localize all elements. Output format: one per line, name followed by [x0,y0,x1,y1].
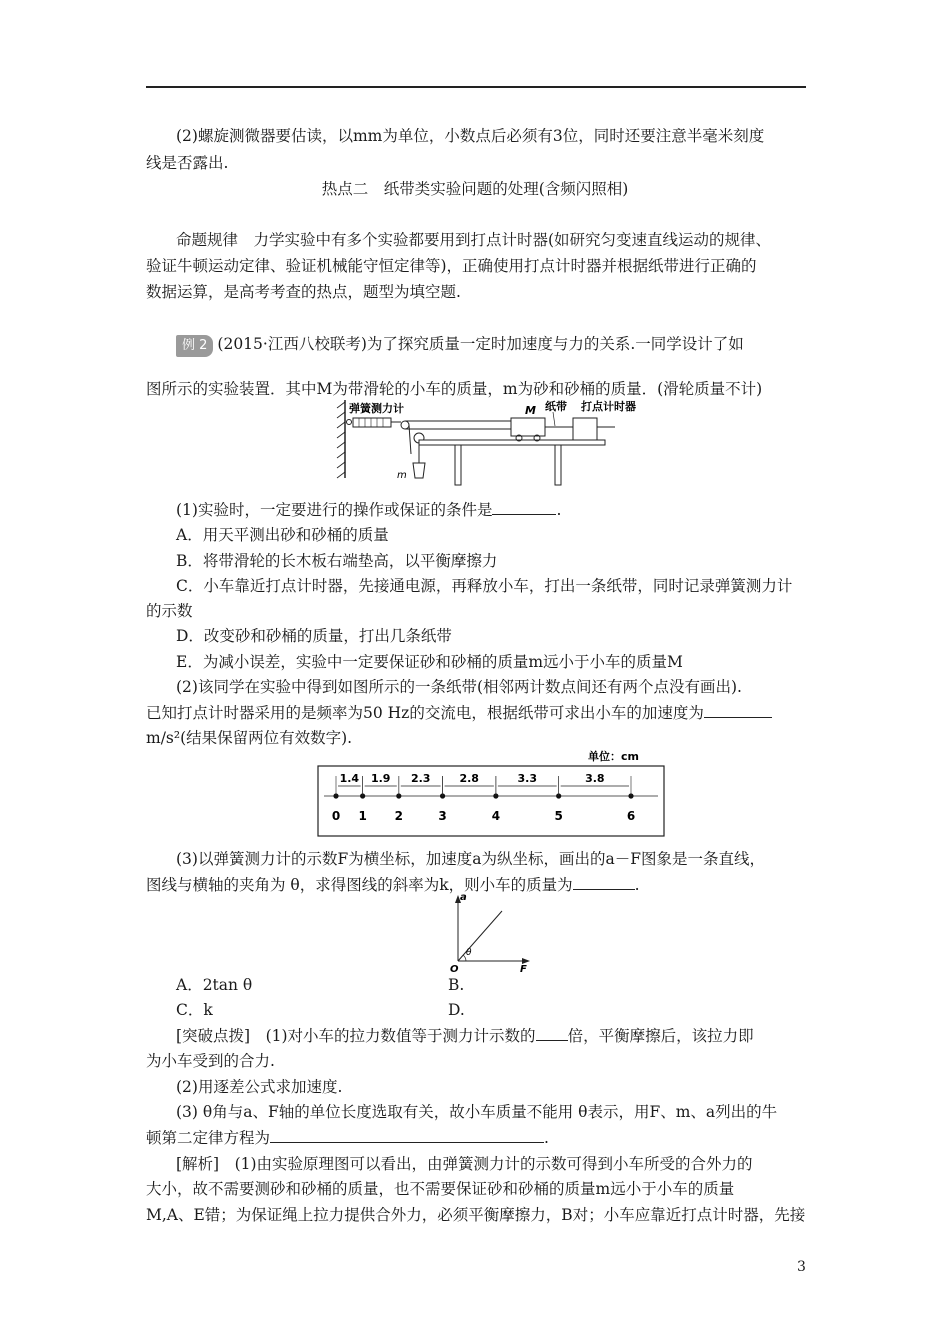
hint-blank-1 [536,1026,568,1041]
tape-unit: 单位：cm [588,750,639,763]
option-B: B．将带滑轮的长木板右端垫高，以平衡摩擦力 [176,552,498,570]
q2-line2 [146,703,772,723]
graph-O: O [450,964,459,975]
option3-B: B. [448,976,465,994]
example-line1 [176,334,744,357]
q2-text: 已知打点计时器采用的是频率为50 Hz的交流电，根据纸带可求出小车的加速度为 [146,704,704,722]
q3-blank [573,875,635,890]
label-timer: 打点计时器 [581,400,636,413]
paragraph-screw-line1: (2)螺旋测微器要估读，以mm为单位，小数点后必须有3位，同时还要注意半毫米刻度 [176,127,765,145]
header-rule [146,86,806,88]
tape-point-label: 4 [491,809,501,823]
option3-C: C．k [176,1001,213,1019]
hint-text-2: 倍，平衡摩擦后，该拉力即 [567,1027,754,1045]
graph-F: F [520,964,527,975]
tape-gap-label: 3.8 [585,772,605,785]
analysis-line2: 大小，故不需要测砂和砂桶的质量，也不需要保证砂和砂桶的质量m远小于小车的质量 [146,1180,735,1198]
rule-line1: 命题规律 力学实验中有多个实验都要用到打点计时器(如研究匀变速直线运动的规律、 [176,231,772,249]
hint-line3: (2)用逐差公式求加速度. [176,1078,343,1096]
af-graph [446,891,536,973]
q1-line: (1)实验时，一定要进行的操作或保证的条件是 . [176,501,562,519]
hint-line1 [176,1026,754,1046]
q3-text: 图线与横轴的夹角为 θ，求得图线的斜率为k，则小车的质量为 [146,876,573,894]
tape-point-label: 3 [438,809,447,823]
rule-line3: 数据运算，是高考考查的热点，题型为填空题. [146,283,461,301]
section-heading: 热点二 纸带类实验问题的处理(含频闪照相) [321,180,629,198]
q2-line3: m/s²(结果保留两位有效数字). [146,729,353,747]
tape-point-label: 2 [394,809,403,823]
q2-line1: (2)该同学在实验中得到如图所示的一条纸带(相邻两计数点间还有两个点没有画出). [176,678,742,696]
example-text-1: (2015·江西八校联考)为了探究质量一定时加速度与力的关系.一同学设计了如 [217,335,744,353]
q3-line2: 图线与横轴的夹角为 θ，求得图线的斜率为k，则小车的质量为 . [146,876,640,894]
option-C-cont: 的示数 [146,602,193,620]
tape-point-label: 6 [626,809,636,823]
hint-text-5: 顿第二定律方程为 [146,1129,271,1147]
q1-blank [492,500,556,515]
page-number: 3 [797,1259,806,1275]
tape-gap-label: 3.3 [517,772,538,785]
tape-point-label: 0 [331,809,341,823]
hint-line4: (3) θ角与a、F轴的单位长度选取有关，故小车质量不能用 θ表示，用F、m、a列出的牛 [176,1103,778,1121]
example-line2: 图所示的实验装置．其中M为带滑轮的小车的质量，m为砂和砂桶的质量．(滑轮质量不计) [146,380,763,398]
option-A: A．用天平测出砂和砂桶的质量 [176,526,389,544]
q2-blank [704,703,772,718]
tape-point-label: 5 [554,809,563,823]
tape-gap-label: 1.4 [339,772,360,785]
tape-figure [318,750,668,840]
q1-text: (1)实验时，一定要进行的操作或保证的条件是 [176,501,493,519]
rule-line2: 验证牛顿运动定律、验证机械能守恒定律等)，正确使用打点计时器并根据纸带进行正确的 [146,257,757,275]
hint-line5: 顿第二定律方程为 . [146,1129,549,1147]
option-C: C．小车靠近打点计时器，先接通电源，再释放小车，打出一条纸带，同时记录弹簧测力计 [176,577,793,595]
option3-A: A．2tan θ [176,976,253,994]
label-m: m [397,470,407,481]
analysis-line1: [解析] (1)由实验原理图可以看出，由弹簧测力计的示数可得到小车所受的合外力的 [176,1155,753,1173]
hint-blank-2 [270,1128,544,1143]
tape-gap-label: 2.8 [459,772,479,785]
option-E: E．为减小误差，实验中一定要保证砂和砂桶的质量m远小于小车的质量M [176,653,683,671]
label-tape: 纸带 [545,400,567,413]
tape-gap-label: 1.9 [370,772,391,785]
hint-line2: 为小车受到的合力. [146,1052,275,1070]
paragraph-screw-line2: 线是否露出. [146,154,229,172]
graph-a: a [460,892,467,903]
graph-theta: θ [466,948,472,958]
option-D: D．改变砂和砂桶的质量，打出几条纸带 [176,627,452,645]
label-spring-scale: 弹簧测力计 [349,402,404,415]
example-badge: 例 2 [176,335,213,357]
q3-line1: (3)以弹簧测力计的示数F为横坐标，加速度a为纵坐标，画出的a－F图象是一条直线， [176,850,765,868]
tape-point-label: 1 [358,809,367,823]
label-M: M [525,404,536,417]
tape-gap-label: 2.3 [410,772,431,785]
hint-text-1: [突破点拨] (1)对小车的拉力数值等于测力计示数的 [176,1027,536,1045]
option3-D: D. [448,1001,465,1019]
apparatus-diagram [335,398,636,498]
analysis-line3: M,A、E错；为保证绳上拉力提供合外力，必须平衡摩擦力，B对；小车应靠近打点计时器，先接 [146,1206,806,1224]
